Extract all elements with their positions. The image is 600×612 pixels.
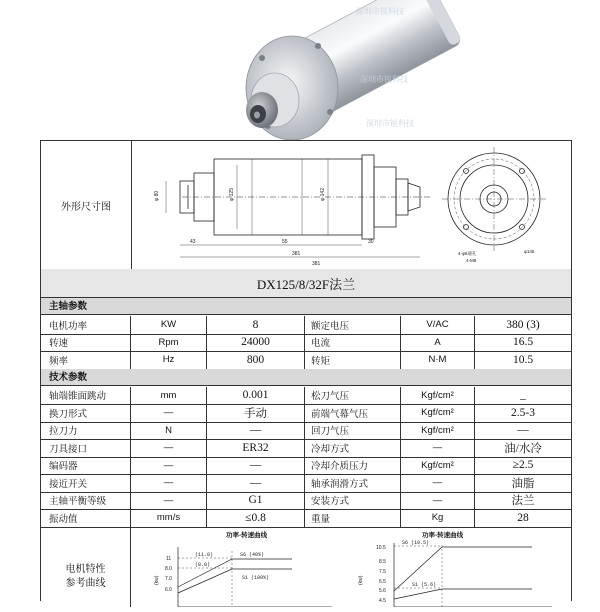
section-header: 主轴参数 xyxy=(41,298,571,315)
param-name-2: 安装方式 xyxy=(305,492,401,510)
param-unit-2: A xyxy=(401,334,475,352)
curve1-label-2: S6 (40%) xyxy=(240,551,265,558)
curve1-tick-0: 11 xyxy=(166,555,172,562)
param-unit-2: — xyxy=(401,439,475,457)
dim-d5: 55 xyxy=(282,239,288,245)
curve1-title: 功率-转速曲线 xyxy=(226,531,268,539)
dim-d6: 30 xyxy=(368,239,374,245)
param-name: 接近开关 xyxy=(41,474,131,492)
param-unit-2: Kg xyxy=(401,509,475,527)
power-speed-curve-2 xyxy=(358,530,552,607)
param-unit-2: Kgf/cm² xyxy=(401,387,475,405)
param-value: 24000 xyxy=(207,334,305,352)
section-header: 技术参数 xyxy=(41,369,571,386)
model-title: DX125/8/32F法兰 xyxy=(41,269,571,298)
param-unit: mm/s xyxy=(131,509,207,527)
curve2-tick-1: 8.5 xyxy=(379,558,386,565)
curve2-ylabel: (kw) xyxy=(358,575,364,585)
param-value-2: 2.5-3 xyxy=(511,406,535,419)
param-name-2: 转矩 xyxy=(305,351,401,369)
param-name: 编码器 xyxy=(41,457,131,475)
curve-area xyxy=(132,527,571,607)
curve1-ylabel: (kw) xyxy=(154,575,160,585)
param-unit: mm xyxy=(131,387,207,405)
curve1-tick-1: 8.0 xyxy=(165,565,172,572)
table-row xyxy=(41,474,571,493)
param-name-2: 额定电压 xyxy=(305,316,401,334)
param-name: 拉刀力 xyxy=(41,422,131,440)
curve1-tick-2: 7.0 xyxy=(165,575,172,582)
param-name: 换刀形式 xyxy=(41,404,131,422)
spindle-photo xyxy=(0,0,600,140)
param-unit: — xyxy=(131,474,207,492)
curve2-tick-2: 7.5 xyxy=(379,568,386,575)
param-name: 主轴平衡等级 xyxy=(41,492,131,510)
param-value-2: 28 xyxy=(517,511,529,524)
param-value-2: ≥2.5 xyxy=(512,459,534,472)
param-name-2: 松刀气压 xyxy=(305,387,401,405)
curve1-label-3: S1 (100%) xyxy=(242,574,270,581)
curves-label xyxy=(41,527,131,607)
table-row xyxy=(41,457,571,476)
param-unit: — xyxy=(131,404,207,422)
table-row xyxy=(41,509,571,528)
param-name-2: 电流 xyxy=(305,334,401,352)
param-name: 电机功率 xyxy=(41,316,131,334)
spec-sheet xyxy=(40,140,572,604)
param-value: ≤0.8 xyxy=(207,509,305,527)
param-name-2: 前端气幕气压 xyxy=(305,404,401,422)
power-speed-curve-1 xyxy=(154,530,332,607)
dim-d11: φ145 xyxy=(524,249,535,254)
param-unit-2: N·M xyxy=(401,351,475,369)
param-unit-2: — xyxy=(401,474,475,492)
param-value: — xyxy=(207,474,305,492)
svg-text:深圳市锐科技: 深圳市锐科技 xyxy=(360,75,408,84)
param-value-2: 10.5 xyxy=(512,353,534,366)
param-unit-2: V/AC xyxy=(401,316,475,334)
curves-label-line2: 参考曲线 xyxy=(65,577,106,589)
param-name: 频率 xyxy=(41,351,131,369)
param-unit-2: — xyxy=(401,492,475,510)
dim-d8: 381 xyxy=(312,261,321,267)
curve1-tick-3: 6.0 xyxy=(165,586,172,593)
dim-d1: φ 80 xyxy=(154,190,160,201)
param-name: 轴端锥面跳动 xyxy=(41,387,131,405)
param-value-2: 380 (3) xyxy=(506,318,540,331)
param-value: — xyxy=(207,457,305,475)
curve2-tick-3: 6.5 xyxy=(379,578,386,585)
dim-d3: φ 142 xyxy=(320,188,326,201)
dim-d2: φ 125 xyxy=(229,188,235,201)
dim-d10: 4-M8 xyxy=(466,258,477,263)
param-name: 振动值 xyxy=(41,509,131,527)
table-row xyxy=(41,387,571,406)
curve1-label-0: (11.0) xyxy=(195,551,214,558)
param-unit: — xyxy=(131,457,207,475)
param-name: 转速 xyxy=(41,334,131,352)
dim-d4: 43 xyxy=(190,239,196,245)
table-row xyxy=(41,439,571,458)
table-row xyxy=(41,492,571,511)
table-row xyxy=(41,351,571,370)
param-value: G1 xyxy=(207,492,305,510)
param-unit: KW xyxy=(131,316,207,334)
param-name: 刀具接口 xyxy=(41,439,131,457)
drawing-label: 外形尺寸图 xyxy=(41,141,132,269)
table-row xyxy=(41,316,571,335)
param-name-2: 冷却方式 xyxy=(305,439,401,457)
curve2-tick-5: 4.5 xyxy=(379,597,386,604)
curve2-label-1: S1 (5.6) xyxy=(412,581,437,588)
param-name-2: 重量 xyxy=(305,509,401,527)
table-row xyxy=(41,334,571,353)
curve2-tick-4: 5.6 xyxy=(379,587,386,594)
watermark-text: 深圳市锐科技 xyxy=(356,7,404,16)
param-name-2: 冷却介质压力 xyxy=(305,457,401,475)
curve1-label-1: (8.0) xyxy=(195,561,211,568)
param-value-2: 油/水冷 xyxy=(504,442,542,455)
param-unit-2: Kgf/cm² xyxy=(401,404,475,422)
dim-d7: 381 xyxy=(292,251,301,257)
svg-text:深圳市锐科技: 深圳市锐科技 xyxy=(366,119,414,128)
dimension-drawing xyxy=(132,141,571,269)
param-value-2: 法兰 xyxy=(511,495,535,508)
table-row xyxy=(41,404,571,423)
param-value-2: 16.5 xyxy=(512,336,534,349)
param-name-2: 回刀气压 xyxy=(305,422,401,440)
curve-row xyxy=(41,527,571,607)
param-value: 手动 xyxy=(207,404,305,422)
param-unit: Hz xyxy=(131,351,207,369)
param-value: 800 xyxy=(207,351,305,369)
param-unit: — xyxy=(131,492,207,510)
dim-d9: 4-φ8通孔 xyxy=(458,251,477,256)
param-unit-2: Kgf/cm² xyxy=(401,422,475,440)
param-value: ER32 xyxy=(207,439,305,457)
param-unit: N xyxy=(131,422,207,440)
param-value: 8 xyxy=(207,316,305,334)
param-value: — xyxy=(207,422,305,440)
param-name-2: 轴承润滑方式 xyxy=(305,474,401,492)
param-unit: — xyxy=(131,439,207,457)
param-unit: Rpm xyxy=(131,334,207,352)
curve2-title: 功率-转速曲线 xyxy=(422,531,464,539)
param-value-2: _ xyxy=(520,389,526,402)
param-unit-2: Kgf/cm² xyxy=(401,457,475,475)
curve2-label-0: S6 (10.5) xyxy=(402,539,430,546)
table-row xyxy=(41,422,571,441)
curves-label-line1: 电机特性 xyxy=(65,563,106,575)
curve2-tick-0: 10.5 xyxy=(376,544,386,551)
param-value: 0.001 xyxy=(207,387,305,405)
param-value-2: 油脂 xyxy=(511,477,535,490)
drawing-row xyxy=(41,141,571,270)
param-value-2: — xyxy=(517,424,529,437)
